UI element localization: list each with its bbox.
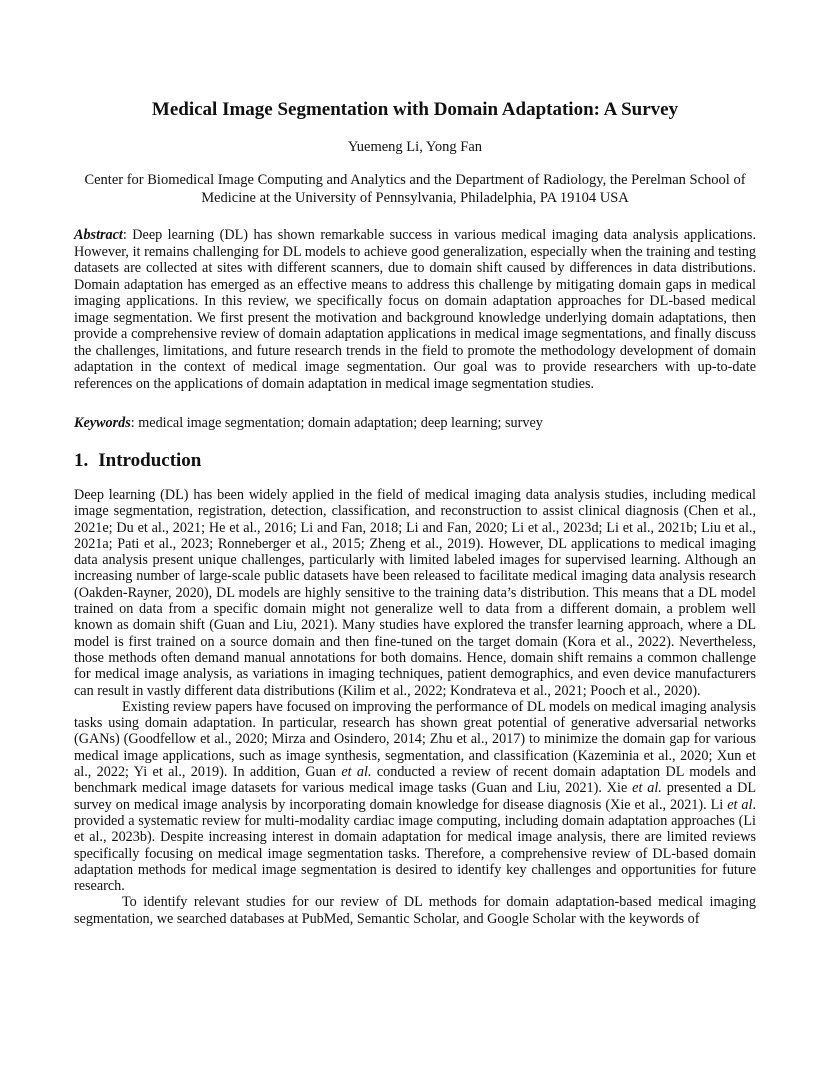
- section-title: Introduction: [98, 450, 202, 471]
- paragraph-2-part-a: Existing review papers have focused on improving the performance of DL models on medical imaging analysis tasks using domain adaptation. In particular, research has shown great potential of generative adversarial networks (GANs) (Goodfellow et al., 2020; Mirza and Osindero, 2014; Zhu et al., 2017) to minimize the domain gap for various medical image applications, such as image synthesis, segmentation, and classification (Kazeminia et al., 2020; Xun et al., 2022; Yi et al., 2019). In addition, Guan: [74, 698, 756, 781]
- paragraph-2-etal-1: et al.: [341, 764, 372, 781]
- paper-authors: Yuemeng Li, Yong Fan: [347, 139, 483, 155]
- paragraph-2-part-d: . provided a systematic review for multi-modality cardiac image computing, including domain adaptation approaches (Li et al., 2023b). Despite increasing interest in domain adaptation for medical image analysis, there are limited reviews specifically focusing on medical image segmentation tasks. Therefore, a comprehensive review of DL-based domain adaptation methods for medical image segmentation is desired to identify key challenges and opportunities for future research.: [74, 796, 757, 895]
- abstract: [74, 227, 756, 392]
- paragraph-2-etal-2: et al.: [632, 780, 662, 797]
- keywords-separator: :: [130, 415, 139, 431]
- introduction-body: [74, 487, 756, 927]
- keywords-text: medical image segmentation; domain adaptation; deep learning; survey: [138, 415, 543, 431]
- abstract-separator: :: [122, 227, 133, 243]
- abstract-label: Abstract: [74, 227, 123, 243]
- section-heading-introduction: [74, 449, 201, 473]
- abstract-text: Deep learning (DL) has shown remarkable success in various medical imaging data analysis applications. However, it remains challenging for DL models to achieve good generalization, especially when the training and testing datasets are collected at sites with different scanners, due to domain shift caused by differences in data distributions. Domain adaptation has emerged as an effective means to address this challenge by mitigating domain gaps in medical imaging applications. In this review, we specifically focus on domain adaptation approaches for DL-based medical image segmentation. We first present the motivation and background knowledge underlying domain adaptations, then provide a comprehensive review of domain adaptation applications in medical image segmentations, and finally discuss the challenges, limitations, and future research trends in the field to promote the methodology development of domain adaptation in the context of medical image segmentation. Our goal was to provide researchers with up-to-date references on the applications of domain adaptation in medical image segmentation studies.: [74, 227, 756, 392]
- paragraph-2-etal-3: et al: [727, 796, 753, 813]
- paragraph-2-part-b: conducted a review of recent domain adaptation DL models and benchmark medical image datasets for various medical image tasks (Guan and Liu, 2021). Xie: [74, 764, 756, 797]
- section-number: 1.: [74, 450, 89, 471]
- keywords: [74, 415, 756, 432]
- introduction-paragraph-2: [74, 699, 756, 895]
- paper-affiliation: Center for Biomedical Image Computing and Analytics and the Department of Radiology, the Perelman School of Medicine at the University of Pennsylvania, Philadelphia, PA 19104 USA: [84, 172, 746, 206]
- introduction-paragraph-1: Deep learning (DL) has been widely applied in the field of medical imaging data analysis studies, including medical image segmentation, registration, detection, classification, and reconstruction to assist clinical diagnosis (Chen et al., 2021e; Du et al., 2021; He et al., 2016; Li and Fan, 2018; Li and Fan, 2020; Li et al., 2023d; Li et al., 2021b; Liu et al., 2021a; Pati et al., 2023; Ronneberger et al., 2015; Zheng et al., 2019). However, DL applications to medical imaging data analysis present unique challenges, particularly with limited labeled images for supervised learning. Although an increasing number of large-scale public datasets have been released to facilitate medical imaging data analysis research (Oakden-Rayner, 2020), DL models are highly sensitive to the training data’s distribution. This means that a DL model trained on data from a specific domain might not generalize well to data from a different domain, a problem well known as domain shift (Guan and Liu, 2021). Many studies have explored the transfer learning approach, where a DL model is first trained on a source domain and then fine-tuned on the target domain (Kora et al., 2022). Nevertheless, those methods often demand manual annotations for both domains. Hence, domain shift remains a common challenge for medical image analysis, as variations in imaging techniques, patient demographics, and even device manufacturers can result in vastly different data distributions (Kilim et al., 2022; Kondrateva et al., 2021; Pooch et al., 2020).: [74, 487, 756, 699]
- paragraph-2-part-c: presented a DL survey on medical image analysis by incorporating domain knowledge for disease diagnosis (Xie et al., 2021). Li: [74, 780, 756, 813]
- introduction-paragraph-3: To identify relevant studies for our review of DL methods for domain adaptation-based medical imaging segmentation, we searched databases at PubMed, Semantic Scholar, and Google Scholar with the keywords of: [74, 894, 756, 927]
- paper-title: Medical Image Segmentation with Domain Adaptation: A Survey: [151, 99, 679, 120]
- keywords-label: Keywords: [74, 415, 131, 431]
